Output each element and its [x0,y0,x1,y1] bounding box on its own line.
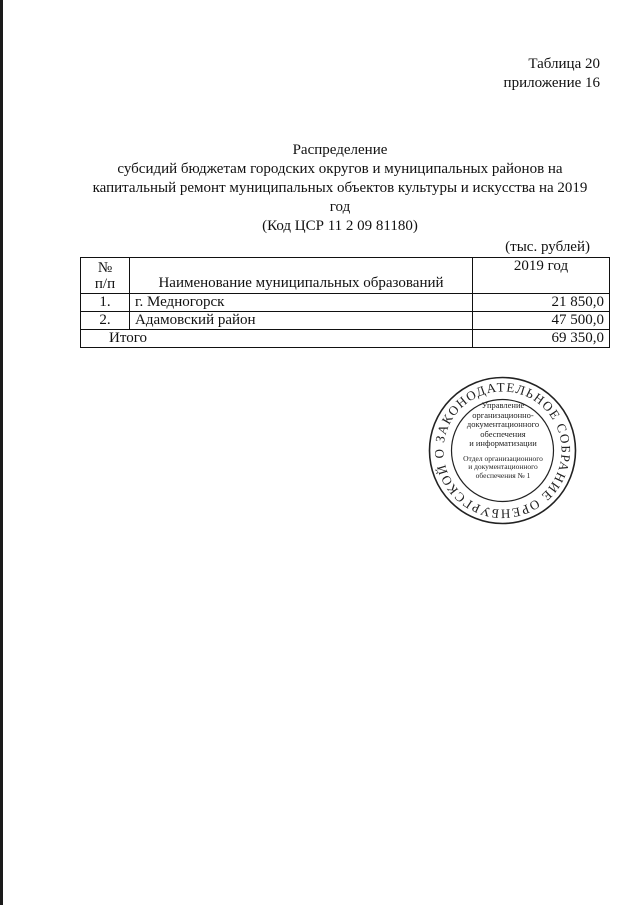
table-total-row [81,330,610,348]
table-row [81,294,610,312]
table-row [81,312,610,330]
stamp-line: документационного [466,419,540,429]
appendix-label: приложение 16 [503,75,600,91]
header-number-symbol: № [97,259,113,276]
row-number: 1. [81,294,130,312]
document-header [504,55,600,93]
stamp-dept-line: и документационного [468,462,538,471]
stamp-line: и информатизации [469,438,537,448]
scan-edge [0,0,3,905]
table-header-row [81,258,610,294]
header-name: Наименование муниципальных образований [130,258,473,294]
header-number-abbr: п/п [94,275,116,292]
stamp-line: обеспечения [480,428,526,439]
header-number [81,258,130,294]
row-value: 47 500,0 [473,312,610,330]
total-label: Итого [81,330,473,348]
stamp-line: Управление [481,400,525,410]
header-year: 2019 год [473,258,610,294]
row-value: 21 850,0 [473,294,610,312]
title-line: субсидий бюджетам городских округов и муниципальных районов на [117,161,563,177]
title-line: год [329,199,351,215]
title-line: Распределение [292,142,388,158]
stamp-center-text [451,401,555,480]
table-number-label: Таблица 20 [528,56,600,72]
total-value: 69 350,0 [473,330,610,348]
title-line: капитальный ремонт муниципальных объектов культуры и искусства на 2019 [92,180,588,196]
stamp-line: организационно- [472,409,534,420]
units-label: (тыс. рублей) [505,239,590,255]
title-code-line: (Код ЦСР 11 2 09 81180) [262,218,418,234]
official-stamp [425,373,580,528]
subsidy-table [80,257,610,348]
row-number: 2. [81,312,130,330]
row-name: Адамовский район [130,312,473,330]
stamp-dept-line: Отдел организационного [463,453,543,463]
stamp-dept-line: обеспечения № 1 [475,470,531,480]
row-name: г. Медногорск [130,294,473,312]
document-title [70,141,610,236]
stamp-ring-text: ЗАКОНОДАТЕЛЬНОЕ СОБРАНИЕ ОРЕНБУРГСКОЙ О [431,379,574,522]
